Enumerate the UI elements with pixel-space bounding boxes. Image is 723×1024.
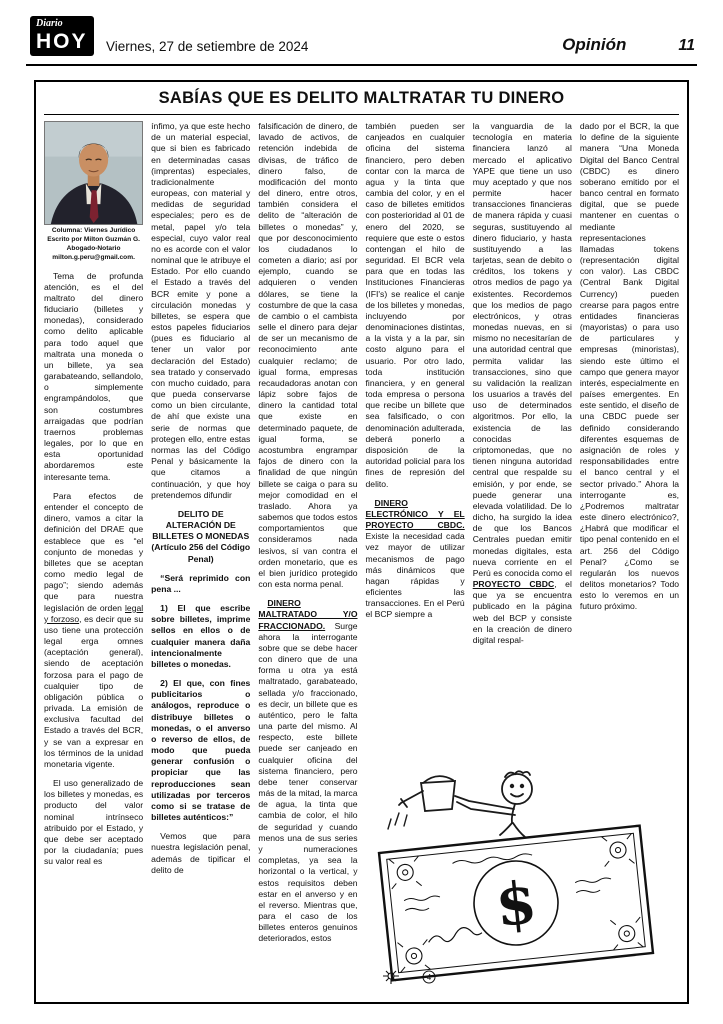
dollar-bill xyxy=(379,826,653,981)
paragraph: Tema de profunda atención, es el del maltrato del dinero fiduciario (billetes y monedas), considerado como delito aplicable para todo aquel que maltrata una moneda o un billete, ya sea garabateando, sellandolo, o simplemente engrampándolos, que son costumbres arraigadas que podrían traernos problemas legales, por lo que en esta oportunidad abordaremos este interesante tema. xyxy=(44,270,144,482)
money-watering-cartoon xyxy=(365,671,671,989)
svg-text:4: 4 xyxy=(426,973,432,982)
column-body xyxy=(580,121,679,613)
stick-figure xyxy=(455,771,532,837)
paragraph: dado por el BCR, la que lo define de la siguiente manera “Una Moneda Digital del Banco Central (CBDC) es dinero soberano emitido por el banco central en formato digital, que se puede mantener en cuentas o mediante representaciones llamadas tokens (representación digital con valor). Las CBDC (Central Bank Digital Currency) pueden crearse para pagos entre entidades financieras (mayoristas) o para uso de particulares y empresas (minoristas), siendo este último el campo que genera mayor interés, especialmente en países emergentes. En este sentido, el diseño de una CBDC puede ser definido considerando diferentes esquemas de asignación de roles y responsabilidades entre el banco central y el sector privado.” Ahora la interrogante es, ¿Podremos maltratar este dinero electrónico?, ¿Habrá que modificar el tipo penal contenido en el art. 256 del Código Penal? ¿Como se regularán los nuevos delitos monetarios? Todo esto lo veremos en un futuro próximo. xyxy=(579,121,679,612)
edition-date: Viernes, 27 de setiembre de 2024 xyxy=(106,39,309,54)
article-title: SABÍAS QUE ES DELITO MALTRATAR TU DINERO xyxy=(44,89,679,115)
column-body xyxy=(473,121,572,646)
watering-can-icon xyxy=(388,776,455,829)
caption-line: milton.g.peru@gmail.com. xyxy=(52,253,135,261)
text-column-2 xyxy=(151,121,250,989)
paragraph: “Será reprimido con pena ... xyxy=(151,572,251,594)
article-frame xyxy=(34,80,689,1004)
paragraph: 1) El que escribe sobre billetes, imprime sellos en ellos o de cualquier manera daña intencionalmente billetes o monedas. xyxy=(151,603,251,669)
masthead xyxy=(0,0,723,64)
paragraph: Vemos que para nuestra legislación penal, además de tipificar el delito de xyxy=(151,831,251,875)
paragraph: DINERO MALTRATADO Y/O FRACCIONADO. Surge ahora la interrogante sobre que se debe hacer con dinero que de una forma u otra ya está maltratado, garabateado, sellada y/o fraccionado, es decir, un billete que es auténtico, pero le falta una parte del mismo. Al respecto, este billete puede ser canjeado en cualquier oficina del sistema financiero, pero debe tener conservar más de la mitad, la marca de agua, la tinta que cambia de color, el hilo de seguridad y cuando menos una de sus series y numeraciones completas, ya sea la horizontal o la vertical, y estos requisitos deben estar en el anverso y en el reverso. Mientras que, para el caso de los billetes enteros genuinos deteriorados, estos xyxy=(258,598,358,944)
photo-caption xyxy=(44,227,143,263)
column-body xyxy=(258,121,357,945)
caption-line: Escrito por Milton Guzmán G. xyxy=(47,235,140,243)
paragraph: Para efectos de entender el concepto de dinero, vamos a citar la definición del DRAE que establece que es “el conjunto de monedas y billetes que se aceptan como medio legal de pago”; siendo además que para nuestra legislación de orden legal y forzoso, es decir que su uso tiene una protección legal erga omnes (aceptación general), siendo de aceptación forzosa para el pago de cualquier tipo de obligación pública o privada. La emisión de exclusiva facultad del Estado a través del BCR, y se van a expresar en los términos de la unidad monetaria vigente. xyxy=(44,490,144,769)
paragraph: ínfimo, ya que este hecho de un material especial, que si bien es fabricado en determinadas casas (imprentas) especiales, tradicionalmente europeas, con material y medidas de seguridad especiales; pero es de metal, papel y/o tela especial, cuyo valor real no es acorde con el valor nominal que le atribuye el Estado. Por ello cuando el Estado a través del BCR emite y pone a circulación monedas y billetes, se espera que estos papeles fiduciarios (pues es fiduciario al tener un valor por declaración del Estado) sea tratado y conservado con mucho cuidado, para que pueda conservarse como un bien circulante, de ahí que existe una serie de normas que protegen ello, entre estas normas las del Código Penal y básicamente la que citamos a continuación, y que hoy pretendemos difundir xyxy=(151,121,251,500)
text-column-1 xyxy=(44,121,143,989)
paragraph: DELITO DE ALTERACIÓN DE BILLETES O MONEDAS (Artículo 256 del Código Penal) xyxy=(151,508,251,564)
logo-diario-text: Diario xyxy=(36,18,63,29)
columnist-photo xyxy=(44,121,143,225)
paragraph: El uso generalizado de los billetes y monedas, es producto del valor nominal intrínseco atribuido por el Estado, y que debe ser aceptado por la ciudadanía; pues su valor real es xyxy=(44,778,144,867)
article-columns xyxy=(44,121,679,989)
header-rule xyxy=(26,64,697,66)
column-body xyxy=(151,121,250,876)
caption-line: Columna: Viernes Jurídico xyxy=(51,227,136,234)
signature-scribble xyxy=(427,926,482,944)
paragraph: DINERO ELECTRÓNICO Y EL PROYECTO CBDC. Existe la necesidad cada vez mayor de utilizar mecanismos de pago más dinámicos que hagan rápidas y eficientes las transacciones. En el Perú el BCP siempre a xyxy=(365,497,465,620)
caption-line: Abogado-Notario xyxy=(66,244,121,252)
text-column-3 xyxy=(258,121,357,989)
paragraph: también pueden ser canjeados en cualquier oficina del sistema financiero, pero deben contar con la marca de agua y la tinta que cambia del color, y en el caso de billetes emitidos con posterioridad al 01 de enero del 2020, se requiere que este o estos contengan el hilo de seguridad. El BCR vela para que en todas las Instituciones Financieras (IFI's) se realice el canje de los billetes y monedas, incluyendo por denominaciones distintas, a la vista y a la par, sin costo alguno para el usuario. Por otro lado, toda institución financiera, y en general toda empresa o persona que recibe un billete que sea falsificado, o con denominación adulterada, deberá ponerlo a disposición de la autoridad policial para los fines de represión del delito. xyxy=(365,121,465,489)
columnist-portrait-illustration xyxy=(45,122,142,224)
page-number: 11 xyxy=(678,37,695,54)
water-drops xyxy=(388,813,407,829)
paragraph: falsificación de dinero, de lavado de activos, de retención indebida de divisas, de tráfico de dinero falso, de modificación del monto del dinero, entre otros, también considera el delito de “alteración de billetes o monedas” y, que por desconocimiento los ciudadanos lo cometen a diario; así por ejemplo, cuando se adquieren o venden dólares, se tiene la costumbre de que la casa de cambio o el cambista selle el dinero para dejar de ser un mecanismo de reconocimiento ante cualquier reclamo; de igual forma, empresas recaudadoras anotan con lápiz sobre fajos de dinero la cantidad total que existe en determinado paquete, de igual forma, se acostumbra engrampar fajos de dinero con la finalidad de que ningún billete se caiga o para su mejor comodidad en el traslado. Ahora ya sabemos que todos estos comportamientos que consideramos nada lesivos, sí van contra el orden monetario, que es el bien jurídico protegido con esta norma penal. xyxy=(258,121,358,590)
logo-hoy-text: HOY xyxy=(36,30,88,53)
newspaper-logo xyxy=(30,16,94,56)
column-body xyxy=(44,271,143,868)
paragraph: la vanguardia de la tecnología en materia financiera lanzó al mercado el aplicativo YAPE que tiene un uso muy aceptado y que nos permite hacer transacciones financieras de manera rápida y cuasi seguras, sustituyendo al dinero fiduciario, y hasta sustituyendo a las tarjetas, sean de debito o créditos, los tokens y otros medios de pago ya existentes. Recordemos que los medios de pago electrónicos, y otras monedas nuevas, en si mismo no necesitarían de una autoridad central que permita validar las transacciones, sino que su validación la realizan los usuarios a través del uso de determinados algoritmos. Por ello, la existencia de las conocidas criptomonedas, que no tienen ninguna autoridad central que respalde su emisión, y por ende, se puede generar una elevada volatilidad. De lo dicho, ha surgido la idea de que los Bancos Centrales puedan emitir monedas digitales, esta nueva corriente en el Perú es conocida como el PROYECTO CBDC, el que ya se encuentra publicado en la página web del BCP y consiste en la creación de dinero digital respal- xyxy=(472,121,572,645)
column-body xyxy=(366,121,465,621)
section-title: Opinión xyxy=(562,35,627,54)
dollar-sign: $ xyxy=(492,868,540,940)
paragraph: 2) El que, con fines publicitarios o análogos, reproduce o distribuye billetes o monedas, o el anverso o reverso de ellos, de modo que pueda generar confusión o propiciar que las reproducciones sean utilizadas por terceros como si se tratase de billetes auténticos:” xyxy=(151,678,251,823)
